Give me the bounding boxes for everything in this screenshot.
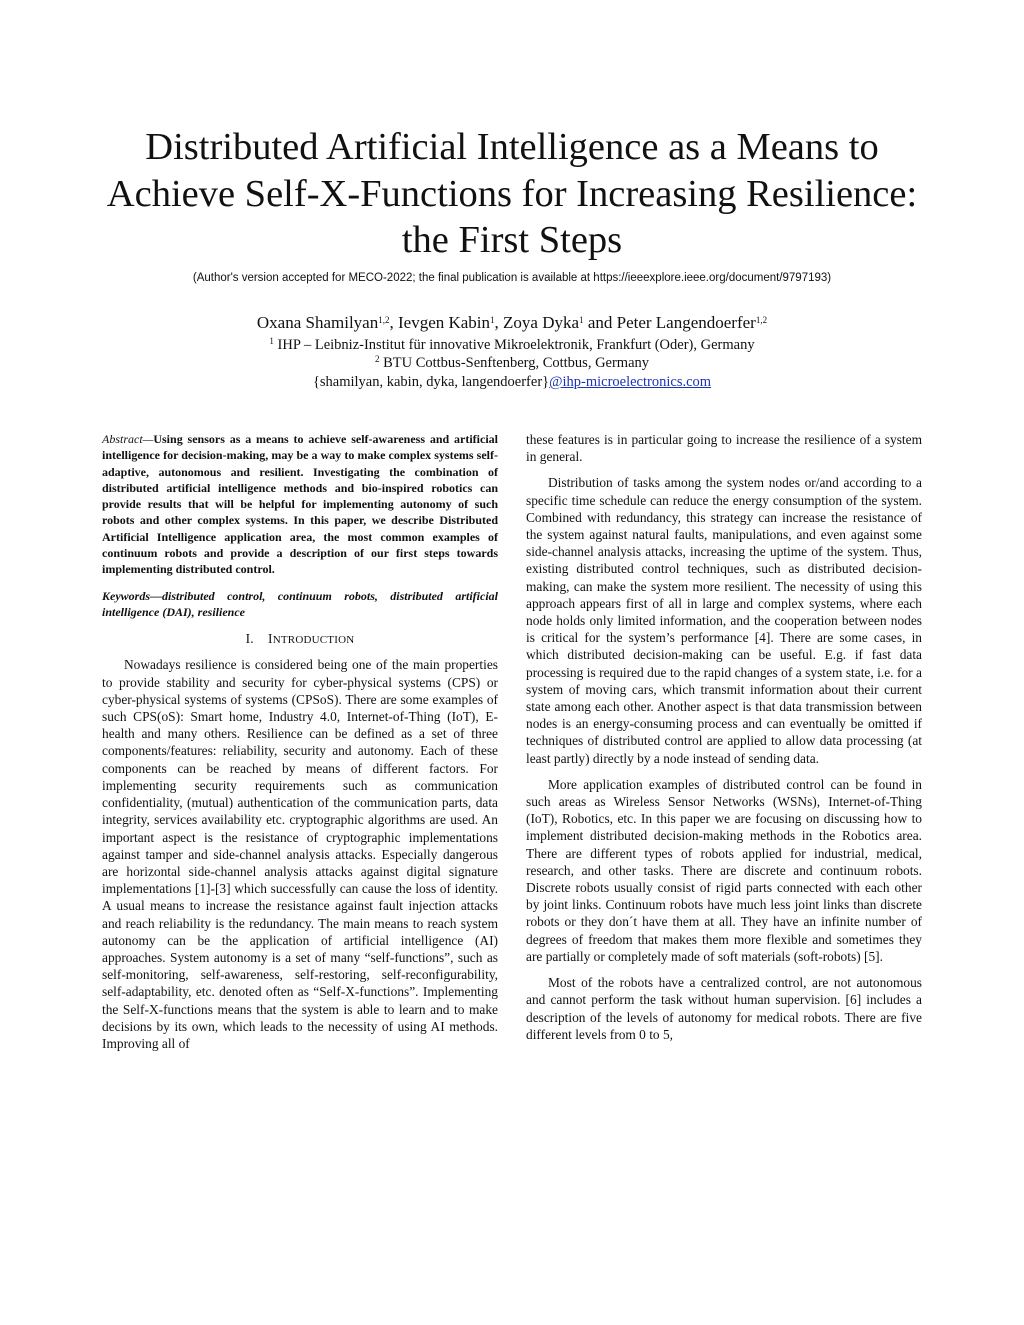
abstract-text: Using sensors as a means to achieve self-awareness and artificial intelligence for decision-making, may be a way to make complex systems self-adaptive, autonomous and resilient. Investigating the combination of distributed artificial intelligence methods and bio-inspired robotics can provide results that will be helpful for implementing autonomy of such robots and other complex systems. In this paper, we describe Distributed Artificial Intelligence application area, the most common examples of continuum robots and provide a description of our first steps towards implementing distributed control. bbox=[102, 432, 498, 577]
version-note: (Author's version accepted for MECO-2022; the final publication is available at https://ieeexplore.ieee.org/document/9797193) bbox=[192, 272, 832, 284]
title-line-1: Distributed Artificial Intelligence as a Means to bbox=[145, 126, 879, 168]
author-name: Oxana Shamilyan bbox=[256, 313, 379, 332]
section-heading-introduction bbox=[102, 630, 498, 649]
author-affiliation-mark: 1 bbox=[490, 315, 495, 325]
author-affiliation-mark: 1,2 bbox=[378, 315, 390, 325]
keywords bbox=[102, 588, 498, 621]
author-list bbox=[60, 312, 964, 334]
affiliation-1 bbox=[60, 336, 964, 354]
author-affiliation-mark: 1 bbox=[579, 315, 584, 325]
section-number: I. bbox=[245, 631, 254, 647]
right-column bbox=[526, 431, 922, 1043]
body-paragraph: these features is in particular going to increase the resilience of a system in general. bbox=[526, 432, 922, 465]
abstract bbox=[102, 431, 498, 578]
email-domain-link[interactable]: @ihp-microelectronics.com bbox=[549, 374, 712, 390]
section-title-first-letter: I bbox=[268, 631, 273, 647]
author-name: , Ievgen Kabin bbox=[389, 313, 491, 332]
affiliation-number: 1 bbox=[269, 336, 274, 346]
keywords-text: distributed control, continuum robots, distributed artificial intelligence (DAI), resilience bbox=[102, 588, 498, 619]
body-paragraph: Nowadays resilience is considered being one of the main properties to provide stability and security for cyber-physical systems (CPS) or cyber-physical systems of systems (CPSoS). There are some examples of such CPS(oS): Smart home, Industry 4.0, Internet-of-Thing (IoT), E-health and many others. Resilience can be defined as a set of three components/features: reliability, security and autonomy. Each of these components can be reached by means of different factors. For implementing security requirements such as communication confidentiality, (mutual) authentication of the communication parts, data integrity, services availability etc. cryptographic algorithms are used. An important aspect is the resistance of cryptographic implementations against tamper and side-channel analysis attacks. Especially dangerous are horizontal side-channel analysis attacks against digital signature implementations [1]-[3] which successfully can cause the loss of identity. A usual means to increase the resistance against fault injection attacks and reach reliability is the redundancy. The main means to reach system autonomy can be the application of artificial intelligence (AI) approaches. System autonomy is a set of many “self-functions”, such as self-monitoring, self-awareness, self-restoring, self-reconfigurability, self-adaptability, etc. denoted often as “Self-X-functions”. Implementing the Self-X-functions means that the system is able to learn and to make decisions by its own, which leads to the necessity of using AI methods. Improving all of bbox=[102, 657, 498, 1051]
author-affiliation-mark: 1,2 bbox=[755, 315, 768, 325]
title-line-2: Achieve Self-X-Functions for Increasing Resilience: bbox=[106, 172, 918, 215]
body-paragraph: More application examples of distributed control can be found in such areas as Wireless Sensor Networks (WSNs), Internet-of-Thing (IoT), Robotics, etc. In this paper we are focusing on discussing how to implement distributed decision-making methods in the Robotics area. There are different types of robots applied for industrial, medical, research, and other tasks. There are discrete and continuum robots. Discrete robots usually consist of rigid parts connected with each other by joint links. Continuum robots have much less joint links than discrete robots or they don´t have them at all. They have an infinite number of degrees of freedom that makes them more flexible and sometimes they are partially or completely made of soft materials (soft-robots) [5]. bbox=[526, 776, 922, 964]
body-paragraph: Most of the robots have a centralized control, are not autonomous and cannot perform the task without human supervision. [6] includes a description of the levels of autonomy for medical robots. There are five different levels from 0 to 5, bbox=[526, 975, 922, 1042]
body-paragraph: Distribution of tasks among the system nodes or/and according to a specific time schedule can reduce the energy consumption of the system. Combined with redundancy, this strategy can increase the resistance of the system against natural faults, manipulations, and even against some side-channel analysis attacks, increasing the uptime of the system. Thus, existing distributed control techniques, such as distributed decision-making, can make the system more resilient. The necessity of using this approach appears first of all in large and complex systems, where each node holds only limited information, and the cooperation between nodes is critical for the system’s performance [4]. There are some cases, in which distributed decision-making can be useful. E.g. if fast data processing is required due to the rapid changes of a system state, i.e. for a system of moving cars, which transmit information about their current state among each other. Another aspect is that data transmission between nodes is an energy-consuming process and can eventually be omitted if techniques of distributed control are applied to allow data processing (at least partly) directly by a node instead of sending data. bbox=[526, 475, 922, 766]
affiliation-text: BTU Cottbus-Senftenberg, Cottbus, Germany bbox=[379, 355, 650, 371]
affiliation-number: 2 bbox=[374, 354, 380, 364]
section-title-rest: NTRODUCTION bbox=[272, 634, 355, 647]
keywords-label: Keywords— bbox=[102, 588, 162, 603]
affiliation-2 bbox=[60, 354, 964, 372]
email-names: {shamilyan, kabin, dyka, langendoerfer} bbox=[312, 374, 550, 390]
paper-title bbox=[60, 124, 964, 264]
author-emails bbox=[60, 373, 964, 391]
title-line-3: the First Steps bbox=[401, 219, 623, 261]
abstract-label: Abstract— bbox=[102, 432, 154, 446]
affiliation-text: IHP – Leibniz-Institut für innovative Mikroelektronik, Frankfurt (Oder), Germany bbox=[273, 337, 755, 353]
author-name: , Zoya Dyka bbox=[494, 313, 580, 332]
left-column bbox=[102, 431, 498, 1052]
author-name: and Peter Langendoerfer bbox=[583, 313, 756, 332]
